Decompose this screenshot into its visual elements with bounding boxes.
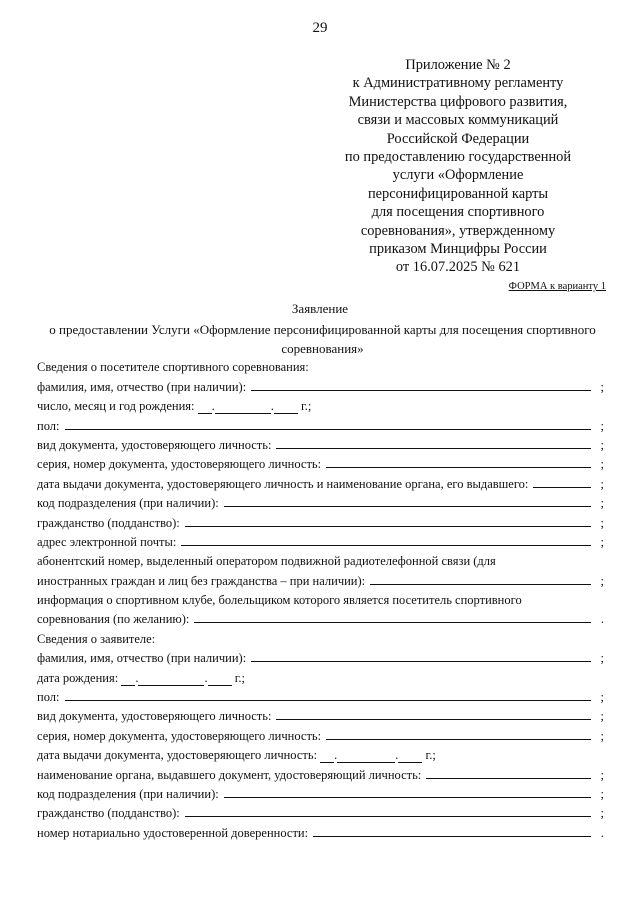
visitor-club-label: информация о спортивном клубе, болельщиком которого является посетитель спортивного: [37, 593, 522, 608]
document-subtitle: о предоставлении Услуги «Оформление персонифицированной карты для посещения спортивного соревнования»: [49, 322, 596, 356]
applicant-power-of-attorney-field[interactable]: номер нотариально удостоверенной доверенности: .: [37, 825, 604, 840]
document-title: Заявление: [291, 301, 349, 316]
applicant-issuer-field[interactable]: наименование органа, выдавшего документ, удостоверяющий личность: ;: [37, 767, 604, 782]
applicant-birthdate-field[interactable]: дата рождения: . . г.;: [37, 670, 246, 685]
appendix-line: к Административному регламенту: [352, 75, 564, 92]
appendix-line: услуги «Оформление: [392, 167, 524, 184]
appendix-line: Министерства цифрового развития,: [348, 93, 568, 110]
form-fields: [37, 356, 604, 841]
visitor-doc-type-field[interactable]: вид документа, удостоверяющего личность: ;: [37, 437, 604, 452]
applicant-citizenship-field[interactable]: гражданство (подданство): ;: [37, 806, 604, 821]
visitor-division-code-field[interactable]: код подразделения (при наличии): ;: [37, 496, 604, 511]
appendix-line: по предоставлению государственной: [344, 149, 572, 166]
appendix-line: приказом Минцифры России: [369, 241, 547, 258]
appendix-line: соревнования», утвержденному: [360, 222, 556, 239]
visitor-email-field[interactable]: адрес электронной почты: ;: [37, 534, 604, 549]
form-reference: ФОРМА к варианту 1: [508, 281, 606, 292]
appendix-line: персонифицированной карты: [367, 185, 549, 202]
applicant-doc-issue-date-field[interactable]: дата выдачи документа, удостоверяющего личность: . . г.;: [37, 748, 436, 763]
applicant-section-header: Сведения о заявителе:: [37, 631, 156, 646]
appendix-line: связи и массовых коммуникаций: [357, 112, 559, 129]
visitor-citizenship-field[interactable]: гражданство (подданство): ;: [37, 515, 604, 530]
applicant-fullname-field[interactable]: фамилия, имя, отчество (при наличии): ;: [37, 651, 604, 666]
applicant-gender-field[interactable]: пол: ;: [37, 690, 604, 705]
applicant-doc-number-field[interactable]: серия, номер документа, удостоверяющего личность: ;: [37, 728, 604, 743]
visitor-fullname-field[interactable]: фамилия, имя, отчество (при наличии): ;: [37, 379, 604, 394]
appendix-block: [313, 56, 603, 277]
appendix-line: от 16.07.2025 № 621: [395, 259, 521, 276]
appendix-line: Российской Федерации: [386, 130, 530, 147]
visitor-section-header: Сведения о посетителе спортивного соревнования:: [37, 360, 309, 375]
visitor-club-field[interactable]: соревнования (по желанию): .: [37, 612, 604, 627]
appendix-line: для посещения спортивного: [371, 204, 545, 221]
visitor-gender-field[interactable]: пол: ;: [37, 418, 604, 433]
visitor-birthdate-field[interactable]: число, месяц и год рождения: . . г.;: [37, 399, 312, 414]
visitor-phone-field[interactable]: иностранных граждан и лиц без гражданства – при наличии): ;: [37, 573, 604, 588]
page-number: 29: [312, 20, 328, 36]
visitor-doc-number-field[interactable]: серия, номер документа, удостоверяющего личность: ;: [37, 457, 604, 472]
applicant-doc-type-field[interactable]: вид документа, удостоверяющего личность: ;: [37, 709, 604, 724]
appendix-line: Приложение № 2: [405, 57, 511, 73]
applicant-division-code-field[interactable]: код подразделения (при наличии): ;: [37, 786, 604, 801]
visitor-phone-label: абонентский номер, выделенный оператором подвижной радиотелефонной связи (для: [37, 554, 496, 569]
visitor-doc-issue-field[interactable]: дата выдачи документа, удостоверяющего личность и наименование органа, его выдавшего: ;: [37, 476, 604, 491]
